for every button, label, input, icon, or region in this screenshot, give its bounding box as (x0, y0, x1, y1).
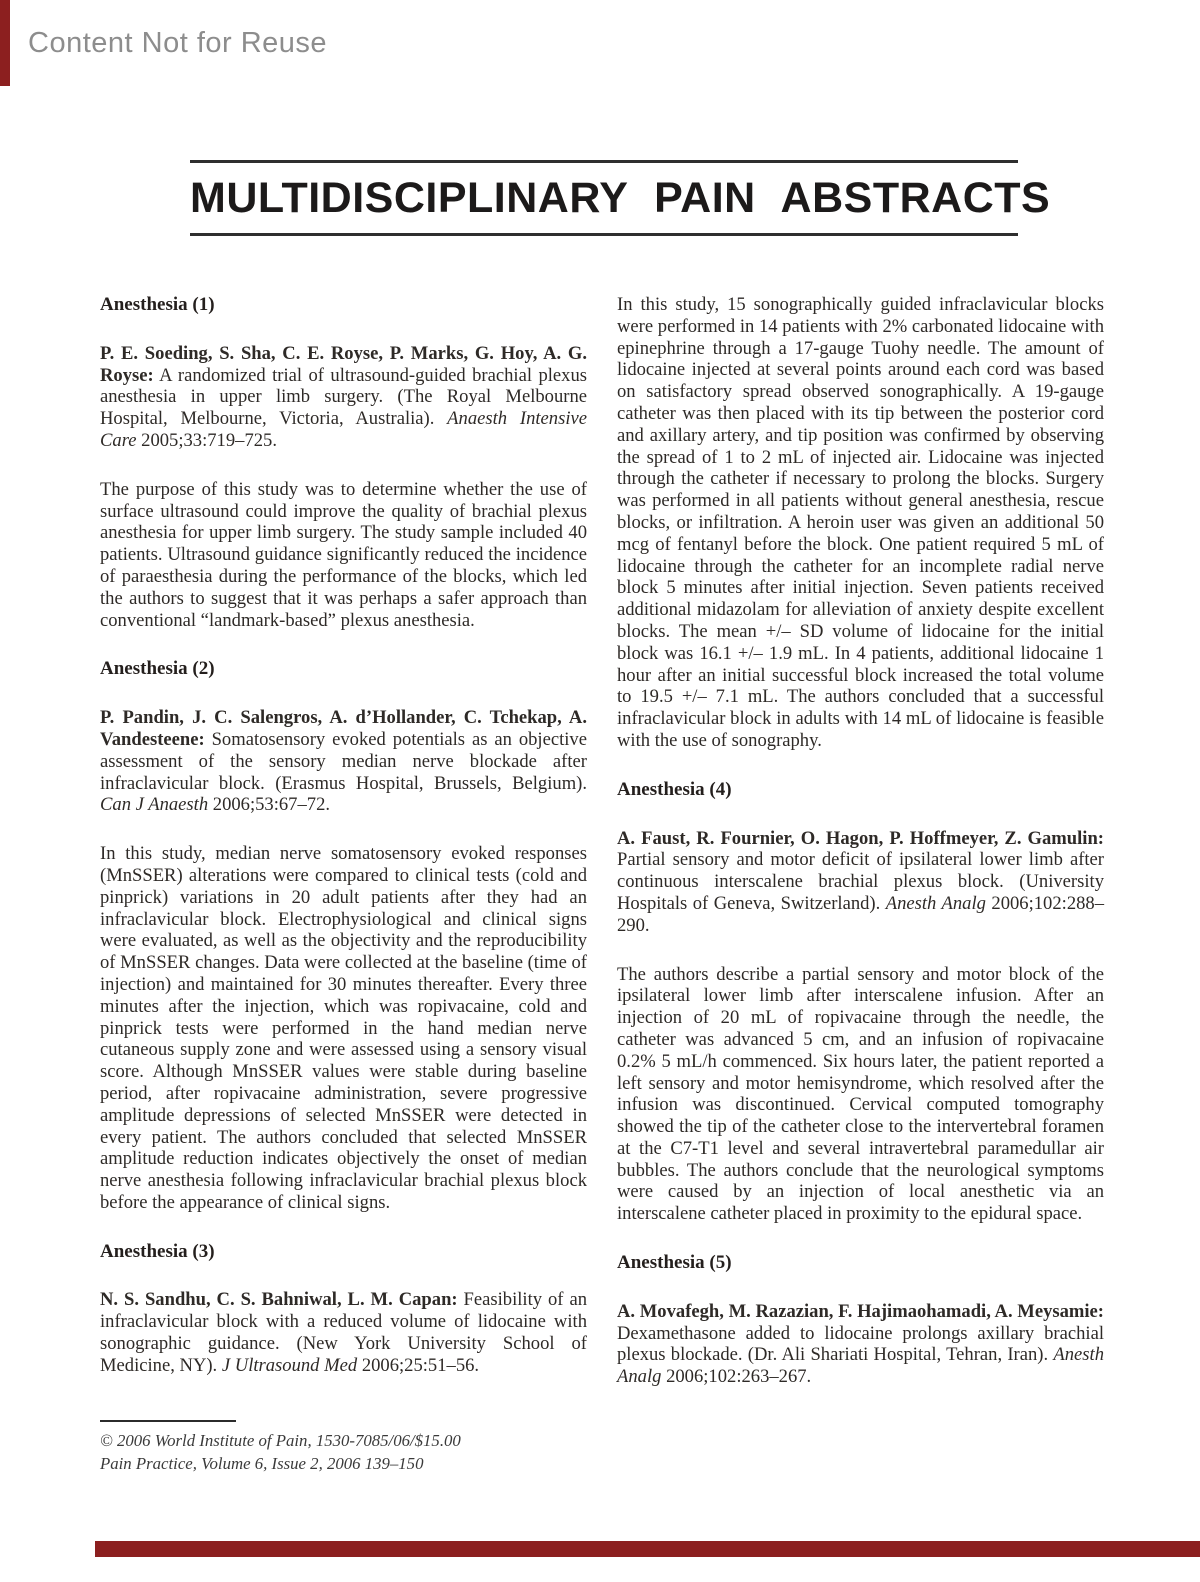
section-heading: Anesthesia (3) (100, 1240, 215, 1262)
citation-paragraph: P. Pandin, J. C. Salengros, A. d’Hollander, C. Tchekap, A. Vandesteene: Somatosensory evoked potentials as an objective assessment of the sensory median nerve blockade after infraclavicular block. (Erasmus Hospital, Brussels, Belgium). Can J Anaesth 2006;53:67–72. (100, 707, 587, 816)
footnote-rule (100, 1420, 236, 1422)
left-column (100, 294, 587, 1404)
abstract-paragraph: In this study, 15 sonographically guided infraclavicular blocks were performed in 14 patients with 2% carbonated lidocaine with epinephrine through a 17-gauge Tuohy needle. The amount of lidocaine injected at several points around each cord was based on satisfactory spread observed sonographically. A 19-gauge catheter was then placed with its tip between the posterior cord and axillary artery, and tip position was confirmed by observing the spread of 1 to 2 mL of injected air. Lidocaine was injected through the catheter if necessary to prolong the blocks. Surgery was performed in all patients without general anesthesia, rescue blocks, or infiltration. A heroin user was given an additional 50 mcg of fentanyl before the block. One patient required 5 mL of lidocaine through the catheter for an incomplete radial nerve block 5 minutes after initial injection. Seven patients received additional midazolam for alleviation of anxiety despite excellent blocks. The mean +/– SD volume of lidocaine for the initial block was 16.1 +/– 1.9 mL. In 4 patients, additional lidocaine 1 hour after an initial successful block increased the total volume to 19.5 +/– 7.1 mL. The authors concluded that a successful infraclavicular block in adults with 14 mL of lidocaine is feasible with the use of sonography. (617, 294, 1104, 751)
section-heading: Anesthesia (5) (617, 1252, 732, 1274)
section-heading: Anesthesia (2) (100, 658, 215, 680)
citation-paragraph: N. S. Sandhu, C. S. Bahniwal, L. M. Capan: Feasibility of an infraclavicular block with a reduced volume of lidocaine with sonographic guidance. (New York University School of Medicine, NY). J Ultrasound Med 2006;25:51–56. (100, 1289, 587, 1376)
section-heading: Anesthesia (1) (100, 294, 215, 315)
section-heading: Anesthesia (4) (617, 778, 732, 800)
title-rule-top (190, 160, 1018, 163)
abstract-paragraph: The purpose of this study was to determine whether the use of surface ultrasound could improve the quality of brachial plexus anesthesia for upper limb surgery. The study sample included 40 patients. Ultrasound guidance significantly reduced the incidence of paraesthesia during the performance of the blocks, which led the authors to suggest that it was perhaps a safer approach than conventional “landmark-based” plexus anesthesia. (100, 478, 587, 631)
footnote-block (100, 1420, 461, 1475)
journal-issue-line: Pain Practice, Volume 6, Issue 2, 2006 139–150 (100, 1454, 424, 1473)
page-title: MULTIDISCIPLINARY PAIN ABSTRACTS (190, 174, 1051, 222)
title-rule-bottom (190, 233, 1018, 236)
copyright-line: © 2006 World Institute of Pain, 1530-7085/06/$15.00 (100, 1431, 461, 1450)
right-column (617, 294, 1104, 1415)
title-block (190, 160, 1051, 236)
citation-paragraph: A. Movafegh, M. Razazian, F. Hajimaohamadi, A. Meysamie: Dexamethasone added to lidocaine prolongs axillary brachial plexus blockade. (Dr. Ali Shariati Hospital, Tehran, Iran). Anesth Analg 2006;102:263–267. (617, 1300, 1104, 1388)
page-edge-mark-bottom (95, 1541, 1200, 1557)
abstract-paragraph: The authors describe a partial sensory and motor block of the ipsilateral lower limb after interscalene infusion. After an injection of 20 mL of ropivacaine through the needle, the catheter was advanced 5 cm, and an infusion of ropivacaine 0.2% 5 mL/h commenced. Six hours later, the patient reported a left sensory and motor hemisyndrome, which resolved after the infusion was discontinued. Cervical computed tomography showed the tip of the catheter close to the intervertebral foramen at the C7-T1 level and several intravertebral paramedullar air bubbles. The authors conclude that the neurological symptoms were caused by an injection of local anesthetic via an interscalene catheter placed in proximity to the epidural space. (617, 963, 1104, 1225)
abstract-paragraph: In this study, median nerve somatosensory evoked responses (MnSSER) alterations were compared to clinical tests (cold and pinprick) variations in 20 adult patients after they had an infraclavicular block. Electrophysiological and clinical signs were evaluated, as well as the objectivity and the reproducibility of MnSSER changes. Data were collected at the baseline (time of injection) and maintained for 30 minutes thereafter. Every three minutes after the injection, which was ropivacaine, cold and pinprick tests were performed in the hand median nerve cutaneous supply zone and were assessed using a sensory visual score. Although MnSSER values were stable during baseline period, after ropivacaine administration, severe progressive amplitude depressions of selected MnSSER were detected in every patient. The authors concluded that selected MnSSER amplitude reduction indicates objectively the onset of median nerve anesthesia following infraclavicular brachial plexus block before the appearance of clinical signs. (100, 843, 587, 1213)
citation-paragraph: A. Faust, R. Fournier, O. Hagon, P. Hoffmeyer, Z. Gamulin: Partial sensory and motor deficit of ipsilateral lower limb after continuous interscalene brachial plexus block. (University Hospitals of Geneva, Switzerland). Anesth Analg 2006;102:288–290. (617, 827, 1105, 936)
citation-paragraph: P. E. Soeding, S. Sha, C. E. Royse, P. Marks, G. Hoy, A. G. Royse: A randomized trial of ultrasound-guided brachial plexus anesthesia in upper limb surgery. (The Royal Melbourne Hospital, Melbourne, Victoria, Australia). Anaesth Intensive Care 2005;33:719–725. (100, 342, 587, 451)
page-edge-mark-top-left (0, 0, 10, 86)
watermark-text: Content Not for Reuse (28, 27, 328, 59)
